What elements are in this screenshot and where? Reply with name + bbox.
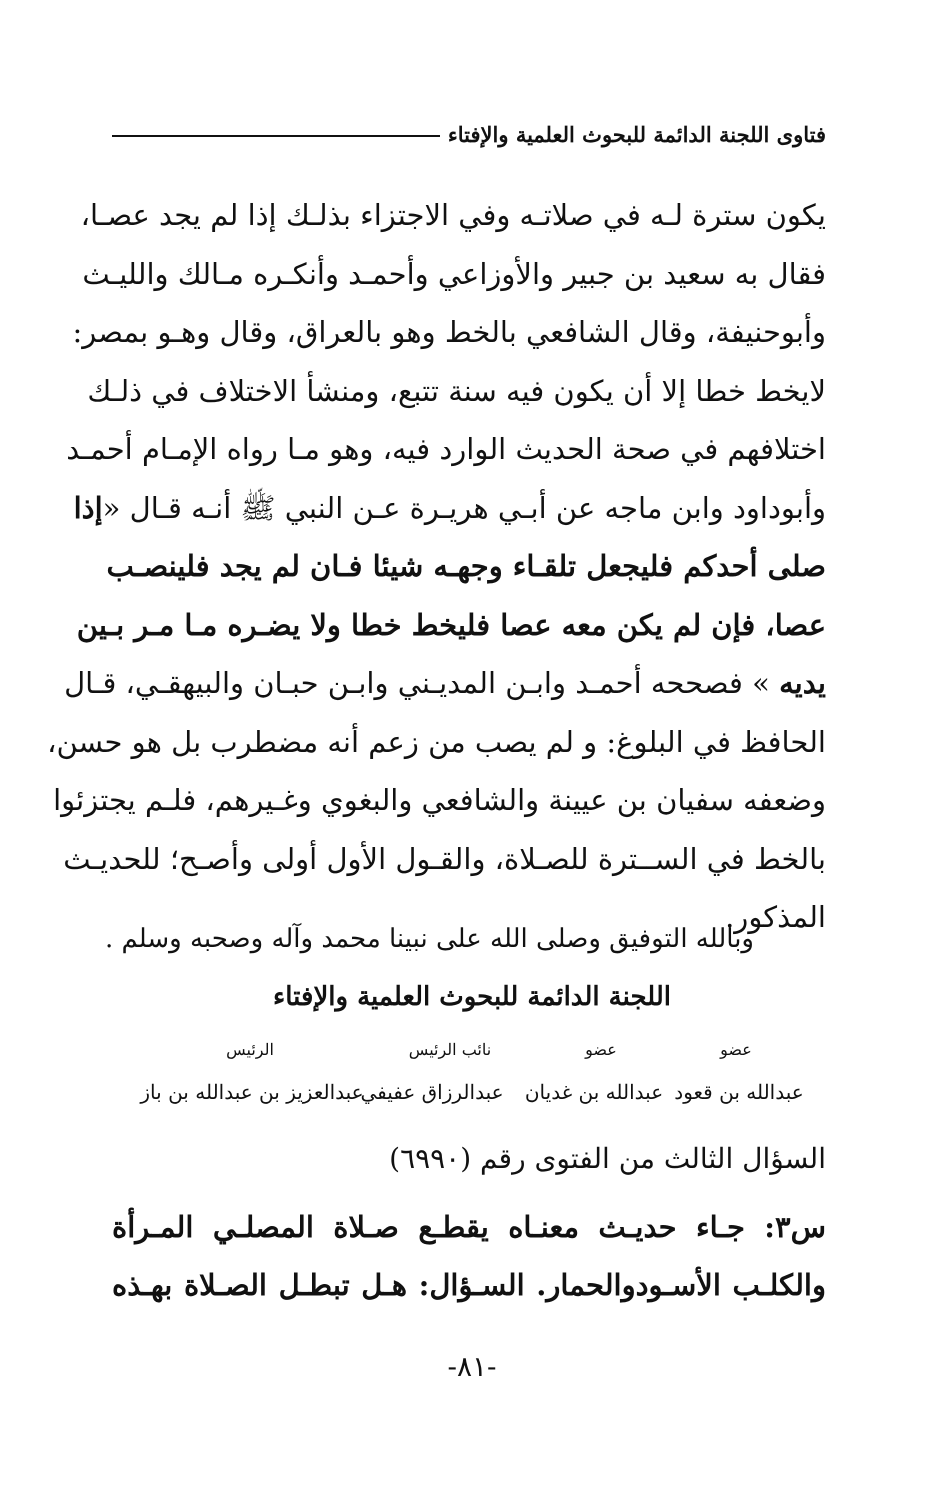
body-line [63, 830, 826, 889]
hadith-text: يديه [779, 666, 826, 700]
signatory-role: عضو [585, 1040, 617, 1059]
body-text-run: المذكور. [725, 900, 826, 934]
body-line [53, 771, 826, 830]
fatwa-body [47, 186, 826, 947]
body-text-run: بالخط في الســترة للصـلاة، والقـول الأول أولى وأصـح؛ للحديـث [63, 841, 826, 876]
header-title: فتاوى اللجنة الدائمة للبحوث العلمية والإفتاء [447, 121, 826, 147]
signatory-name: عبدالله بن قعود [674, 1080, 804, 1104]
hadith-text: إذا [73, 490, 103, 525]
body-line [80, 186, 826, 245]
question-line: س٣: جـاء حديـث معنـاه يقطـع صـلاة المصلـي المـرأة [112, 1210, 826, 1244]
signatory-name: عبدالعزيز بن عبدالله بن باز [140, 1080, 364, 1104]
signatory-role: نائب الرئيس [408, 1040, 492, 1059]
body-line [82, 245, 826, 304]
body-text-run: وأبوحنيفة، وقال الشافعي بالخط وهو بالعراق، وقال وهـو بمصر: [72, 315, 826, 349]
signatory-role: الرئيس [226, 1040, 274, 1059]
body-text-run: » فصححه أحمـد وابـن المديـني وابـن حبـان والبيهقـي، قـال [64, 666, 780, 700]
committee-name: اللجنة الدائمة للبحوث العلمية والإفتاء [273, 982, 671, 1012]
question-text [112, 1198, 826, 1314]
hadith-text: صلى أحدكم فليجعل تلقـاء وجهـه شيئا فـان لم يجد فلينصـب [106, 549, 826, 583]
body-text-run: وأبوداود وابن ماجه عن أبـي هريـرة عـن النبي ﷺ أنـه قـال « [102, 490, 826, 525]
signatory-role: عضو [720, 1040, 752, 1059]
body-line [47, 713, 826, 772]
body-line [72, 303, 826, 362]
body-text-run: لايخط خطا إلا أن يكون فيه سنة تتبع، ومنشأ الاختلاف في ذلـك [87, 373, 826, 408]
body-text-run: فقال به سعيد بن جبير والأوزاعي وأحمـد وأنكـره مـالك والليـث [82, 256, 826, 291]
body-line [87, 362, 826, 421]
body-text-run: اختلافهم في صحة الحديث الوارد فيه، وهو مـا رواه الإمـام أحمـد [66, 432, 826, 466]
closing-line: وبالله التوفيق وصلى الله على نبينا محمد وآله وصحبه وسلم . [104, 924, 754, 954]
hadith-text: عصا، فإن لم يكن معه عصا فليخط خطا ولا يضـره مـا مـر بـين [76, 607, 826, 642]
signatory-name: عبدالله بن غديان [524, 1080, 664, 1104]
body-text-run: وضعفه سفيان بن عيينة والشافعي والبغوي وغـيرهم، فلـم يجتزئوا [53, 783, 826, 817]
header-rule [112, 135, 440, 137]
question-heading: السؤال الثالث من الفتوى رقم (٦٩٩٠) [389, 1142, 826, 1175]
body-line [76, 596, 826, 655]
running-header [112, 114, 826, 154]
signatory-name: عبدالرزاق عفيفي [360, 1080, 504, 1104]
body-line [64, 654, 826, 713]
body-line [73, 479, 826, 538]
page-number: -٨١- [447, 1350, 497, 1383]
body-line [66, 420, 826, 479]
body-text-run: الحافظ في البلوغ: و لم يصب من زعم أنه مضطرب بل هو حسن، [47, 724, 826, 759]
body-text-run: يكون سترة لـه في صلاتـه وفي الاجتزاء بذلـك إذا لم يجد عصـا، [80, 198, 826, 232]
question-line: والكلـب الأسـودوالحمار. السـؤال: هـل تبطـل الصـلاة بهـذه [112, 1268, 826, 1302]
body-line [106, 537, 826, 596]
